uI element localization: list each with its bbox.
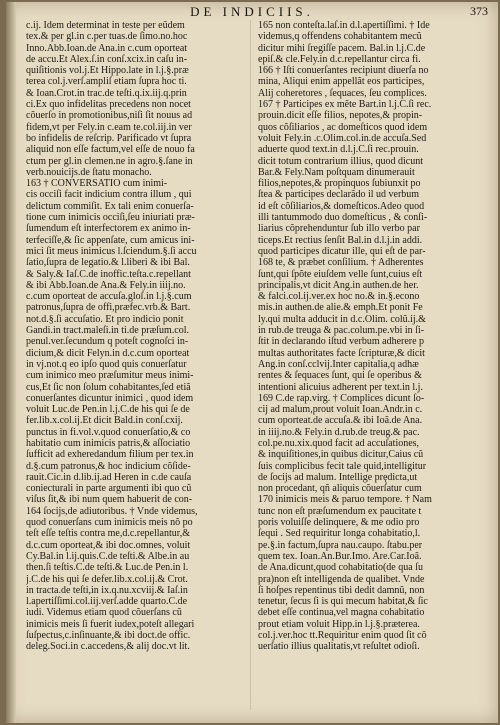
text-line: prout etiam voluit Hipp.in l.j.§.præterea. <box>258 618 420 630</box>
text-line: terea col.j.verſ.ampliſ etiam ſupra hoc ti. <box>26 76 187 88</box>
text-line: & falci.col.ij.ver.ex hoc no.& in.§.econo <box>258 291 420 303</box>
text-line: col.pe.nu.xix.quod facit ad accuſationes, <box>258 437 420 449</box>
text-line: & Saly.& Iaſ.C.de inoffic.teſta.c.repellant <box>26 268 191 280</box>
text-line: quem tex. Ioan.An.Bur.Imo. Are.Car.Ioã. <box>258 550 422 562</box>
text-line: patronus,ſupra de offi,præfec.vrb.& Bart. <box>26 302 191 314</box>
text-line: j.C.de his qui ſe defer.lib.x.col.ij.& Crot. <box>26 573 188 585</box>
text-line: Ang.in conſ.cclvij.Inter capitalia,q adhæ <box>258 358 419 370</box>
text-line: 167 † Participes ex mẽte Bart.in l.j.C.ſi rec. <box>258 99 432 111</box>
text-line: 170 inimicis meis & paruo tempore. † Nam <box>258 494 432 506</box>
text-line: dicit totum contrarium illius, quod dicunt <box>258 155 423 167</box>
text-line: & inquiſitiones,in quibus dicitur,Caius cũ <box>258 449 424 461</box>
text-line: l.apertiſſimi.col.iij.verſ.adde quarto.C.de <box>26 596 188 608</box>
text-line: coniecturali in parte argumenti ibi quo cũ <box>26 483 192 495</box>
text-line: fer.lib.x.col.ij.Et dicit Bald.in conſ.cxij. <box>26 415 183 427</box>
text-line: habitatio cum inimicis patris,& aſſociatio <box>26 437 191 449</box>
text-line: col.j.ver.hoc tt.Requiritur enim quod ſit cõ <box>258 630 427 642</box>
text-line: 164 ſocijs,de adiutoribus. † Vnde videmus, <box>26 505 198 517</box>
text-line: de ſocijs ad malum. Intellige prędicta,ut <box>258 471 418 483</box>
text-line: tione cum inimicis occiſi,ſeu iniuriati præ- <box>26 212 195 224</box>
text-line: voluit Luc.de Pen.in l.j.C.de his qui ſe de <box>26 404 190 416</box>
text-line: in vj.not.q eo ipſo quod quis conuerſatur <box>26 358 187 370</box>
text-line: delictum commiſit. Ex tali enim conuerſa- <box>26 200 194 212</box>
text-line: in tracta.de teſti,in ix.q.nu.xcviij.& Iaſ.in <box>26 584 188 596</box>
text-line: quiſitionis vol.j.Et Hippo.late in l.j.§.præ <box>26 65 189 77</box>
text-line: mina, Aliqui enim appellãt eos participes, <box>258 76 425 88</box>
text-line: pe.§.in factum,ſupra nau.caupo. ſtabu.per <box>258 539 423 551</box>
right-text-column <box>258 20 483 653</box>
text-line: tunc non eſt præſumendum ex paucitate t <box>258 505 422 517</box>
text-line: then.ſi teſtis.C.de teſti.& Luc.de Pen.in l. <box>26 562 189 574</box>
text-line: 169 C.de rap.virg. † Complices dicunt ſo- <box>258 392 425 404</box>
page-header <box>6 4 498 20</box>
page-number: 373 <box>470 4 488 18</box>
text-line: in iiij.no.& Fely.in d.rub.de treug.& pac. <box>258 426 420 438</box>
text-line: inimicis meis ſi fuerit iudex,poteſt allegari <box>26 618 195 630</box>
text-line: ſuſpectus,c.inſinuante,& ibi doct.de offic. <box>26 630 191 642</box>
text-line: cum oporteat.de accuſa.& ibi Ioã.de Ana. <box>258 415 423 427</box>
text-line: ſatio,ſupra de legatio.& l.liberi & ibi Bal. <box>26 257 190 269</box>
text-line: illi tantummodo duo domeſticus , & conſi- <box>258 212 428 224</box>
text-line: mis.in authen.de alie.& emph.Et ponit Fe <box>258 302 423 314</box>
text-line: punctus in fi.vol.v.quod conuerſatio,& co <box>26 426 191 438</box>
text-line: id eſt cõſiliarios,& domeſticos.Adeo quod <box>258 200 425 212</box>
text-line: quod conuerſans cum inimicis meis nõ po <box>26 517 193 529</box>
text-line: non procedant, qñ aliquis cõuerſatur cum <box>258 483 422 495</box>
text-line: c.cum oporteat de accuſa.gloſ.in l.j.§.cum <box>26 291 192 303</box>
text-line: iudi. Videmus etiam quod cõuerſans cũ <box>26 607 182 619</box>
running-title: DE INDICIIS. <box>190 4 314 19</box>
text-line: verb.nouicijs.de ſtatu monacho. <box>26 166 152 178</box>
text-line: bo infidelis de reſcrip. Parificado vt ſupra <box>26 132 192 144</box>
book-page <box>6 2 498 723</box>
text-line: multas authoritates facte ſcripturæ,& dicit <box>258 347 425 359</box>
text-line: in rub.de treuga & pac.colum.pe.vbi in ſi- <box>258 325 425 337</box>
text-line: dicium,& dicit Felyn.in d.c.cum oporteat <box>26 347 190 359</box>
text-line: & ibi Abb.Ioan.de Ana.& Fely.in iiij.no. <box>26 279 186 291</box>
text-line: deleg.Soci.in c.accedens,& alij doc.vt lit. <box>26 641 190 653</box>
text-line: ſi hoſpes repentinus tibi dedit damnũ, non <box>258 584 425 596</box>
text-line: debet eſſe continua,vel magna cohabitatio <box>258 607 425 619</box>
text-line: ctum per gl.in clemen.ne in agro.§.ſane in <box>26 155 193 167</box>
text-line: 168 te, & præbet conſilium. † Adherentes <box>258 257 424 269</box>
text-line: ſtit in declarando iſtud verbum adherere p <box>258 336 425 348</box>
text-line: cõuerſo in promotionibus,niſi ſit nouus ad <box>26 110 193 122</box>
text-line: principalis,vt dicit Ang.in authen.de her. <box>258 279 419 291</box>
text-line: Bar.& Fely.Nam poſtquam dinumerauit <box>258 166 415 178</box>
text-line: ſtea & participes declarãdo il ud verbum <box>258 189 420 201</box>
text-line: viſus ſit,& ibi num quem habuerit de con- <box>26 494 193 506</box>
text-line: poris voluiſſe delinquere, & me odio pro <box>258 517 420 529</box>
text-line: ly.qui multa adducit in d.c.Olim. colũ.ij.& <box>258 313 426 325</box>
page-gutter-shadow <box>6 2 16 723</box>
text-line: & Ioan.Crot.in trac.de teſti.q.ix.iij.q.prin <box>26 87 187 99</box>
text-line: ſunt,qui ſpõte eiuſdem velle ſunt,cuius eſt <box>258 268 423 280</box>
text-line: tenetur, ſecus ſi is qui mecum habitat,& ſic <box>258 596 428 608</box>
text-line: de Ana.dicunt,quod cohabitatio(de qua ſu <box>258 562 423 574</box>
text-line: epiſ.& cle.Fely.in d.c.repellantur circa fi. <box>258 53 421 65</box>
text-line: voluit Fely.in .c.Olim.col.in.de accuſa.Sed <box>258 132 427 144</box>
text-line: teſt eſſe teſtis contra me,d.c.repellantur,& <box>26 528 190 540</box>
text-line: ſumendum eſt interfectorem ex animo in- <box>26 223 191 235</box>
text-line: Cy.Bal.in l.ij.quis.C.de teſti.& Albe.in au <box>26 550 190 562</box>
text-line: filios,nepotes,& propinquos ſubiunxit po <box>258 178 421 190</box>
text-line: rauit.Cic.in d.lib.ij.ad Heren in c.de cauſa <box>26 471 192 483</box>
text-line: cis occiſi facit indicium contra illum , qui <box>26 189 192 201</box>
text-line: ſequi . Sed requiritur longa cohabitatio,l. <box>258 528 421 540</box>
text-line: ci.Ex quo infidelitas precedens non nocet <box>26 99 191 111</box>
text-line: Gandi.in tract.maleſi.in ti.de præſum.col. <box>26 325 190 337</box>
text-line: dicitur mihi ſregiſſe pacem. Bal.in l.j.C.de <box>258 42 426 54</box>
text-line: Alij coheretores , ſequaces, ſeu complices. <box>258 87 427 99</box>
text-line: 165 non conteſta.laſ.in d.l.apertiſſimi. † Ide <box>258 20 430 31</box>
text-line: ſufficit ad exheredandum filium per tex.in <box>26 449 194 461</box>
text-line: aduerte quod text.in d.l.j.C.ſi rec.prouin. <box>258 144 419 156</box>
text-line: intentioni alicuius adherent per text.in l.j. <box>258 381 423 393</box>
text-line: Inno.Abb.Ioan.de Ana.in c.cum oporteat <box>26 42 188 54</box>
text-line: fidem,vt per Fely.in c.eam te.col.iij.in ver <box>26 121 192 133</box>
text-line: quos cõſiliarios , ac domeſticos quod idem <box>258 121 428 133</box>
text-line: cum inimico meo præſumitur meus inimi- <box>26 370 194 382</box>
text-line: cus,Et ſic non ſolum cohabitantes,ſed etiã <box>26 381 191 393</box>
text-line: tex.& per gl.in c.per tuas.de ſimo.no.hoc <box>26 31 188 43</box>
text-line: d.§.cum patronus,& hoc indicium cõſide- <box>26 460 191 472</box>
text-line: liarius cõprehenduntur ſub illo verbo par <box>258 223 420 235</box>
text-line: cij ad malum,prout voluit Ioan.Andr.in c. <box>258 404 423 416</box>
left-text-column <box>26 20 251 653</box>
text-line: c.ij. Idem determinat in teste per eũdem <box>26 20 185 31</box>
text-line: videmus,q offendens cohabitantem mecũ <box>258 31 422 43</box>
text-line: pra)non eſt intelligenda de qualibet. Vnde <box>258 573 425 585</box>
text-line: ſuis complicibus fecit tale quid,intelligitur <box>258 460 427 472</box>
text-line: not.d.§.ſi accuſatio. Et pro indicio ponit <box>26 313 184 325</box>
text-line: mici ſit meus inimicus l.ſciendum.§.ſi accu <box>26 245 197 257</box>
text-line: terfeciſſe,& ſic appenſate, cum amicus ini- <box>26 234 195 246</box>
text-line: de accu.Et Alex.ſ.in conſ.xcix.in caſu in- <box>26 53 188 65</box>
text-line: uerſatio illius qualitatis,vt reſultet odioſi. <box>258 641 420 653</box>
text-line: 166 † Iſti conuerſantes recipiunt diuerſa no <box>258 65 429 77</box>
text-line: rentes & ſequaces ſunt, qui ſe operibus & <box>258 370 422 382</box>
text-line: d.c.cum oporteat,& ibi doc.omnes, voluit <box>26 539 191 551</box>
text-line: 163 † CONVERSATIO cum inimi- <box>26 178 168 190</box>
text-line: ticeps.Et rectius ſenſit Bal.in d.l.j.in addi. <box>258 234 423 246</box>
text-line: penul.ver.ſecundum q poteſt cognoſci in- <box>26 336 189 348</box>
text-line: conuerſantes dicuntur inimici , quod idem <box>26 392 194 404</box>
text-line: aliquid non eſſe factum,vel eſſe de nouo fa <box>26 144 195 156</box>
text-line: prouin.dicit eſſe filios, nepotes,& propin- <box>258 110 423 122</box>
text-line: quod participes dicatur ille, qui eſt de par- <box>258 245 426 257</box>
